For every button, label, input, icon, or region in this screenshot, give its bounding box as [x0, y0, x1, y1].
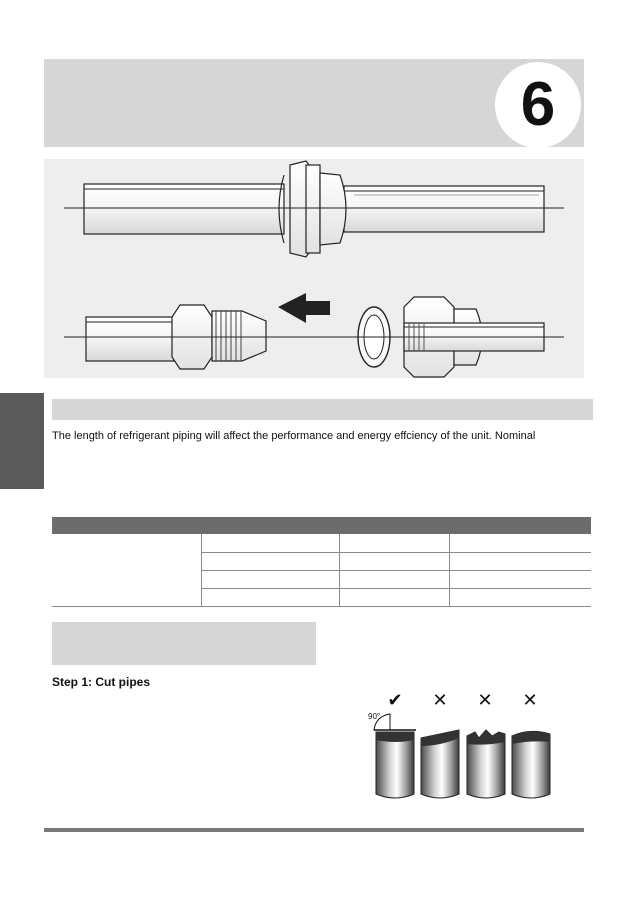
pipe-slanted-cut [421, 730, 459, 798]
assembled-pipe-joint [64, 161, 564, 257]
footer-rule [44, 828, 584, 832]
subsection-title-bar [52, 622, 316, 665]
pipe-deformed-cut [512, 731, 550, 798]
chapter-badge [495, 62, 581, 148]
direction-arrow-icon [278, 293, 330, 323]
pipe-cut-illustration [360, 686, 560, 806]
cross-mark-icon: ✕ [432, 690, 448, 710]
section-title-bar [52, 399, 593, 420]
table-row-line [201, 588, 591, 589]
table-header-row [52, 517, 591, 534]
table-row-line [201, 570, 591, 571]
angle-label: 90° [368, 712, 381, 721]
side-chapter-tab [0, 393, 44, 489]
flare-connection-diagram [44, 159, 584, 378]
disassembled-pipe-joint [64, 293, 564, 377]
check-mark-icon: ✔ [387, 690, 403, 710]
cross-mark-icon: ✕ [477, 690, 493, 710]
table-column-line [201, 534, 202, 606]
cross-mark-icon: ✕ [522, 690, 538, 710]
pipe-straight-cut [376, 732, 414, 798]
table-column-line [339, 534, 340, 606]
table-bottom-line [52, 606, 591, 607]
intro-paragraph: The length of refrigerant piping will affect the performance and energy effciency of the unit. Nominal [52, 430, 536, 442]
chapter-number: 6 [520, 70, 556, 139]
pipe-jagged-cut [467, 730, 505, 798]
step-1-heading: Step 1: Cut pipes [52, 675, 151, 689]
table-column-line [449, 534, 450, 606]
table-row-line [201, 552, 591, 553]
